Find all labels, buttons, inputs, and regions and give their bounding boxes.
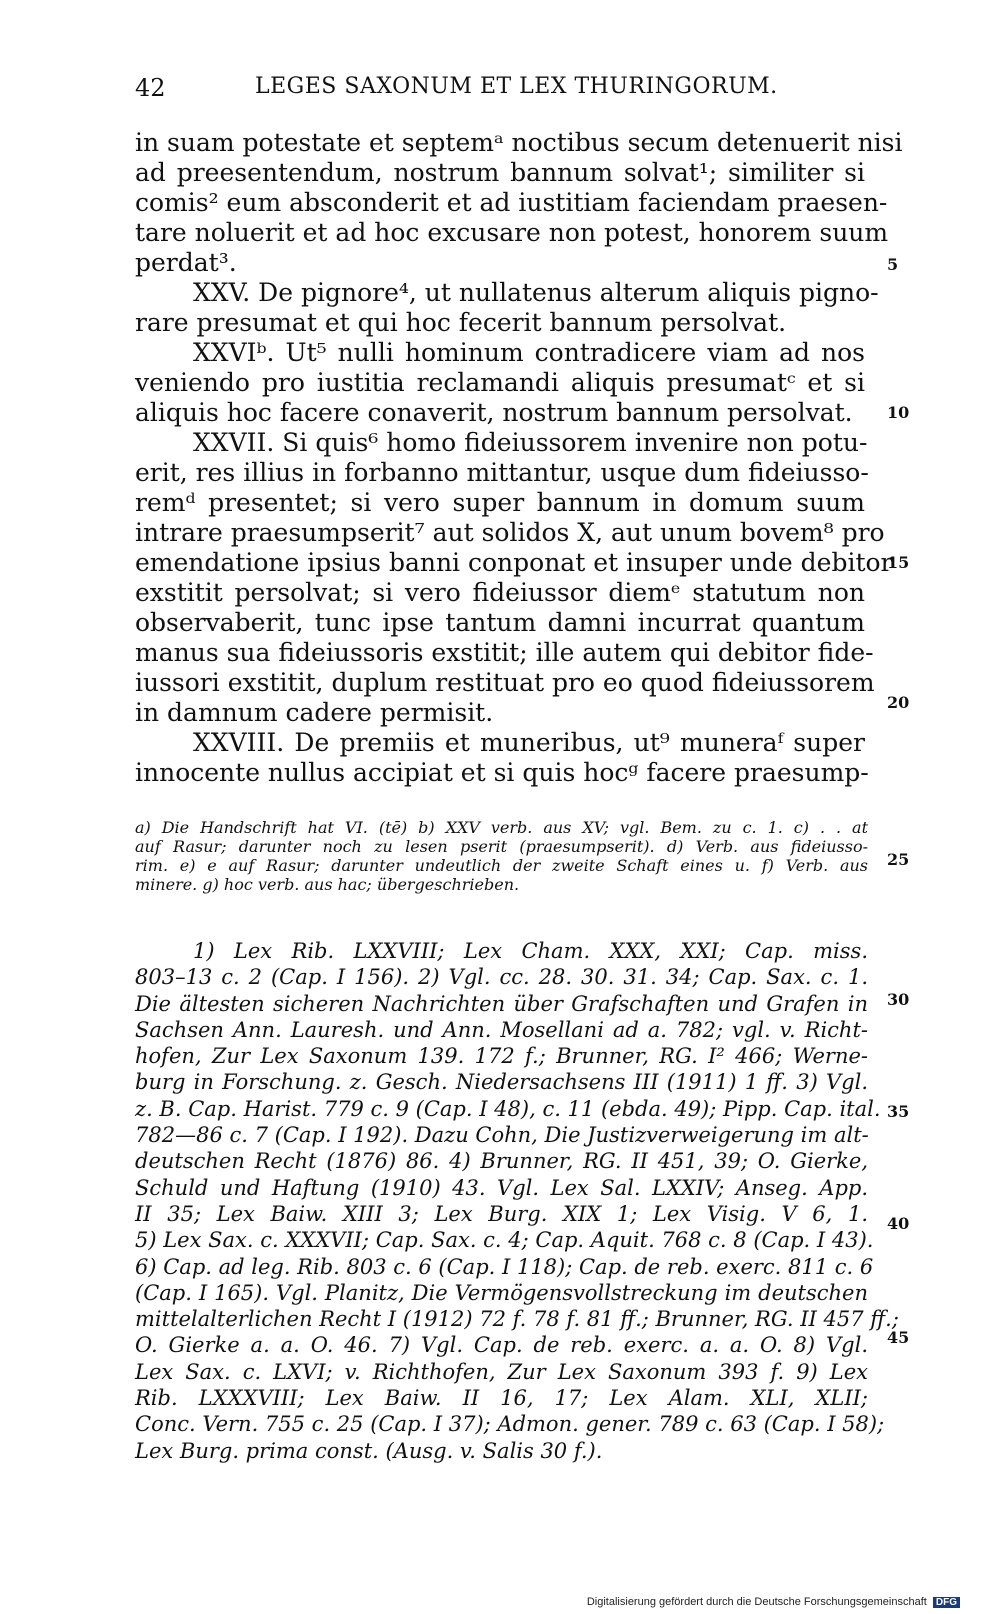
reference-line: Schuld und Haftung (1910) 43. Vgl. Lex Sal. LXXIV; Anseg. App. [135, 1175, 868, 1200]
reference-line: mittelalterlichen Recht I (1912) 72 f. 78 f. 81 ff.; Brunner, RG. II 457 ff.; [135, 1307, 899, 1332]
note-line: minere. g) hoc verb. aus hac; übergeschrieben. [135, 875, 520, 894]
line-number: 5 [887, 255, 899, 274]
reference-line: 5) Lex Sax. c. XXXVII; Cap. Sax. c. 4; Cap. Aquit. 768 c. 8 (Cap. I 43). [135, 1228, 874, 1253]
reference-line: Conc. Vern. 755 c. 25 (Cap. I 37); Admon. gener. 789 c. 63 (Cap. I 58); [135, 1412, 885, 1437]
credit-text: Digitalisierung gefördert durch die Deutsche Forschungsgemeinschaft [586, 1596, 927, 1608]
line-number: 40 [887, 1214, 910, 1233]
text-line: comis² eum absconderit et ad iustitiam faciendam praesen- [135, 188, 888, 217]
text-line: exstitit persolvat; si vero fideiussor diemᵉ statutum non [135, 578, 865, 607]
text-line: observaberit, tunc ipse tantum damni incurrat quantum [135, 608, 865, 637]
text-line: manus sua fideiussoris exstitit; ille autem qui debitor fide- [135, 638, 874, 667]
reference-line: hofen, Zur Lex Saxonum 139. 172 f.; Brunner, RG. I² 466; Werne- [135, 1044, 868, 1069]
reference-line: burg in Forschung. z. Gesch. Niedersachsens III (1911) 1 ff. 3) Vgl. [135, 1070, 868, 1095]
line-number: 25 [887, 850, 910, 869]
reference-line: 1) Lex Rib. LXXVIII; Lex Cham. XXX, XXI; Cap. miss. [193, 939, 868, 963]
text-line: aliquis hoc facere conaverit, nostrum bannum persolvat. [135, 398, 853, 427]
text-line: emendatione ipsius banni conponat et insuper unde debitor [135, 548, 893, 577]
running-header [135, 74, 905, 108]
text-line: XXVII. Si quis⁶ homo fideiussorem invenire non potu- [193, 428, 868, 457]
line-number: 45 [887, 1328, 910, 1347]
reference-line: 803–13 c. 2 (Cap. I 156). 2) Vgl. cc. 28. 30. 31. 34; Cap. Sax. c. 1. [135, 965, 868, 990]
text-line: veniendo pro iustitia reclamandi aliquis presumatᶜ et si [135, 368, 865, 397]
reference-line: Rib. LXXXVIII; Lex Baiw. II 16, 17; Lex Alam. XLI, XLII; [135, 1386, 868, 1411]
reference-line: (Cap. I 165). Vgl. Planitz, Die Vermögensvollstreckung im deutschen [135, 1280, 868, 1305]
text-line: intrare praesumpserit⁷ aut solidos X, aut unum bovem⁸ pro [135, 518, 885, 547]
note-line: rim. e) e auf Rasur; darunter undeutlich der zweite Schaft eines u. f) Verb. aus [135, 856, 868, 875]
reference-line: II 35; Lex Baiw. XIII 3; Lex Burg. XIX 1; Lex Visig. V 6, 1. [135, 1201, 868, 1226]
textual-apparatus [135, 818, 868, 894]
text-line: rare presumat et qui hoc fecerit bannum persolvat. [135, 308, 787, 337]
line-number: 20 [887, 693, 910, 712]
digitization-credit [587, 1596, 960, 1608]
text-line: remᵈ presentet; si vero super bannum in domum suum [135, 488, 865, 517]
reference-line: Lex Sax. c. LXVI; v. Richthofen, Zur Lex Saxonum 393 f. 9) Lex [135, 1359, 868, 1384]
note-line: a) Die Handschrift hat VI. (tē) b) XXV verb. aus XV; vgl. Bem. zu c. 1. c) . . at [135, 818, 868, 837]
text-line: XXVIII. De premiis et muneribus, ut⁹ muneraᶠ super [193, 728, 865, 757]
reference-line: deutschen Recht (1876) 86. 4) Brunner, RG. II 451, 39; O. Gierke, [135, 1149, 868, 1174]
reference-line: Sachsen Ann. Lauresh. und Ann. Mosellani ad a. 782; vgl. v. Richt- [135, 1017, 868, 1042]
reference-line: Die ältesten sicheren Nachrichten über Grafschaften und Grafen in [135, 991, 868, 1016]
note-line: auf Rasur; darunter noch zu lesen pserit (praesumpserit). d) Verb. aus fideiusso- [135, 837, 868, 856]
reference-line: z. B. Cap. Harist. 779 c. 9 (Cap. I 48), c. 11 (ebda. 49); Pipp. Cap. ital. [135, 1096, 881, 1121]
text-line: innocente nullus accipiat et si quis hocᵍ facere praesump- [135, 758, 869, 787]
text-line: perdat³. [135, 248, 237, 277]
text-line: in suam potestate et septemᵃ noctibus secum detenuerit nisi [135, 128, 903, 157]
text-line: XXVIᵇ. Ut⁵ nulli hominum contradicere viam ad nos [193, 338, 865, 367]
line-number: 35 [887, 1102, 910, 1121]
dfg-logo: DFG [933, 1597, 960, 1608]
text-line: ad preesentendum, nostrum bannum solvat¹; similiter si [135, 158, 865, 187]
page-number: 42 [135, 74, 166, 102]
text-line: tare noluerit et ad hoc excusare non potest, honorem suum [135, 218, 889, 247]
text-line: in damnum cadere permisit. [135, 698, 494, 727]
reference-line: 6) Cap. ad leg. Rib. 803 c. 6 (Cap. I 118); Cap. de reb. exerc. 811 c. 6 [135, 1254, 874, 1279]
line-number: 15 [887, 553, 910, 572]
reference-line: Lex Burg. prima const. (Ausg. v. Salis 30 f.). [135, 1438, 603, 1463]
text-line: iussori exstitit, duplum restituat pro eo quod fideiussorem [135, 668, 875, 697]
line-number: 10 [887, 403, 910, 422]
reference-line: O. Gierke a. a. O. 46. 7) Vgl. Cap. de reb. exerc. a. a. O. 8) Vgl. [135, 1333, 868, 1358]
text-line: XXV. De pignore⁴, ut nullatenus alterum aliquis pigno- [193, 278, 879, 307]
reference-line: 782—86 c. 7 (Cap. I 192). Dazu Cohn, Die Justizverweigerung im alt- [135, 1123, 869, 1148]
line-number: 30 [887, 990, 910, 1009]
running-title: LEGES SAXONUM ET LEX THURINGORUM. [255, 74, 778, 99]
text-line: erit, res illius in forbanno mittantur, usque dum fideiusso- [135, 458, 869, 487]
